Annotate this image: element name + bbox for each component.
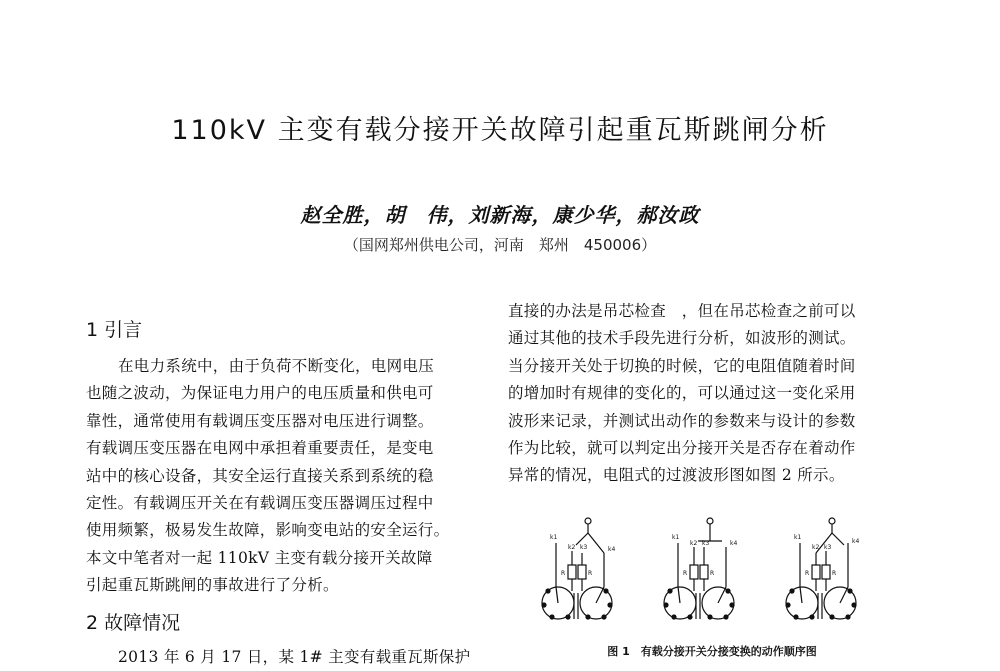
figure-1-diagram [528,517,896,629]
label-k2: k2 [690,540,698,547]
body-line: 直接的办法是吊芯检查 ，但在吊芯检查之前可以 [508,302,856,320]
figure-1-caption: 图 1 有载分接开关分接变换的动作顺序图 [607,645,817,658]
label-k2: k2 [812,544,820,551]
section-2-heading: 2 故障情况 [86,612,181,634]
label-k3: k3 [702,540,710,547]
body-line: 通过其他的技术手段先进行分析，如波形的测试。 [508,329,856,348]
affiliation: （国网郑州供电公司，河南 郑州 450006） [343,236,657,254]
label-k3: k3 [824,544,832,551]
label-r: R [805,570,810,577]
body-line: 引起重瓦斯跳闸的事故进行了分析。 [86,576,339,595]
body-line: 2013 年 6 月 17 日，某 1# 主变有载重瓦斯保护 [118,648,471,666]
label-k3: k3 [580,544,588,551]
label-k4: k4 [730,540,738,547]
body-line: 在电力系统中，由于负荷不断变化，电网电压 [118,357,435,375]
label-k1: k1 [550,534,558,541]
section-1-heading: 1 引言 [86,319,143,341]
label-k1: k1 [794,534,802,541]
label-k4: k4 [852,538,860,545]
label-r: R [832,570,837,577]
body-line: 本文中笔者对一起 110kV 主变有载分接开关故障 [86,548,433,567]
label-r: R [588,570,593,577]
body-line: 异常的情况，电阻式的过渡波形图如图 2 所示。 [508,466,845,485]
body-line: 有载调压变压器在电网中承担着重要责任，是变电 [86,439,434,458]
switching-sequence-diagram [528,517,896,629]
body-line: 站中的核心设备，其安全运行直接关系到系统的稳 [86,466,434,485]
left-column-body [86,353,486,600]
paper-title: 110kV 主变有载分接开关故障引起重瓦斯跳闸分析 [171,115,829,146]
body-line: 也随之波动，为保证电力用户的电压质量和供电可 [86,384,434,403]
body-line: 使用频繁，极易发生故障，影响变电站的安全运行。 [86,521,450,540]
body-line: 波形来记录，并测试出动作的参数来与设计的参数 [508,411,856,430]
label-r: R [710,570,715,577]
body-line: 靠性，通常使用有载调压变压器对电压进行调整。 [86,411,434,430]
label-k1: k1 [672,534,680,541]
label-k2: k2 [568,544,576,551]
author-list: 赵全胜，胡 伟，刘新海，康少华，郝汝政 [300,203,700,227]
body-line: 的增加时有规律的变化的，可以通过这一变化采用 [508,384,856,403]
label-r: R [683,570,688,577]
section-2-body [86,644,486,671]
body-line: 定性。有载调压开关在有载调压变压器调压过程中 [86,494,434,513]
body-line: 当分接开关处于切换的时候，它的电阻值随着时间 [508,356,856,375]
label-r: R [561,570,566,577]
body-line: 作为比较，就可以判定出分接开关是否存在着动作 [508,439,856,458]
right-column-body [508,298,908,490]
label-k4: k4 [608,546,616,553]
